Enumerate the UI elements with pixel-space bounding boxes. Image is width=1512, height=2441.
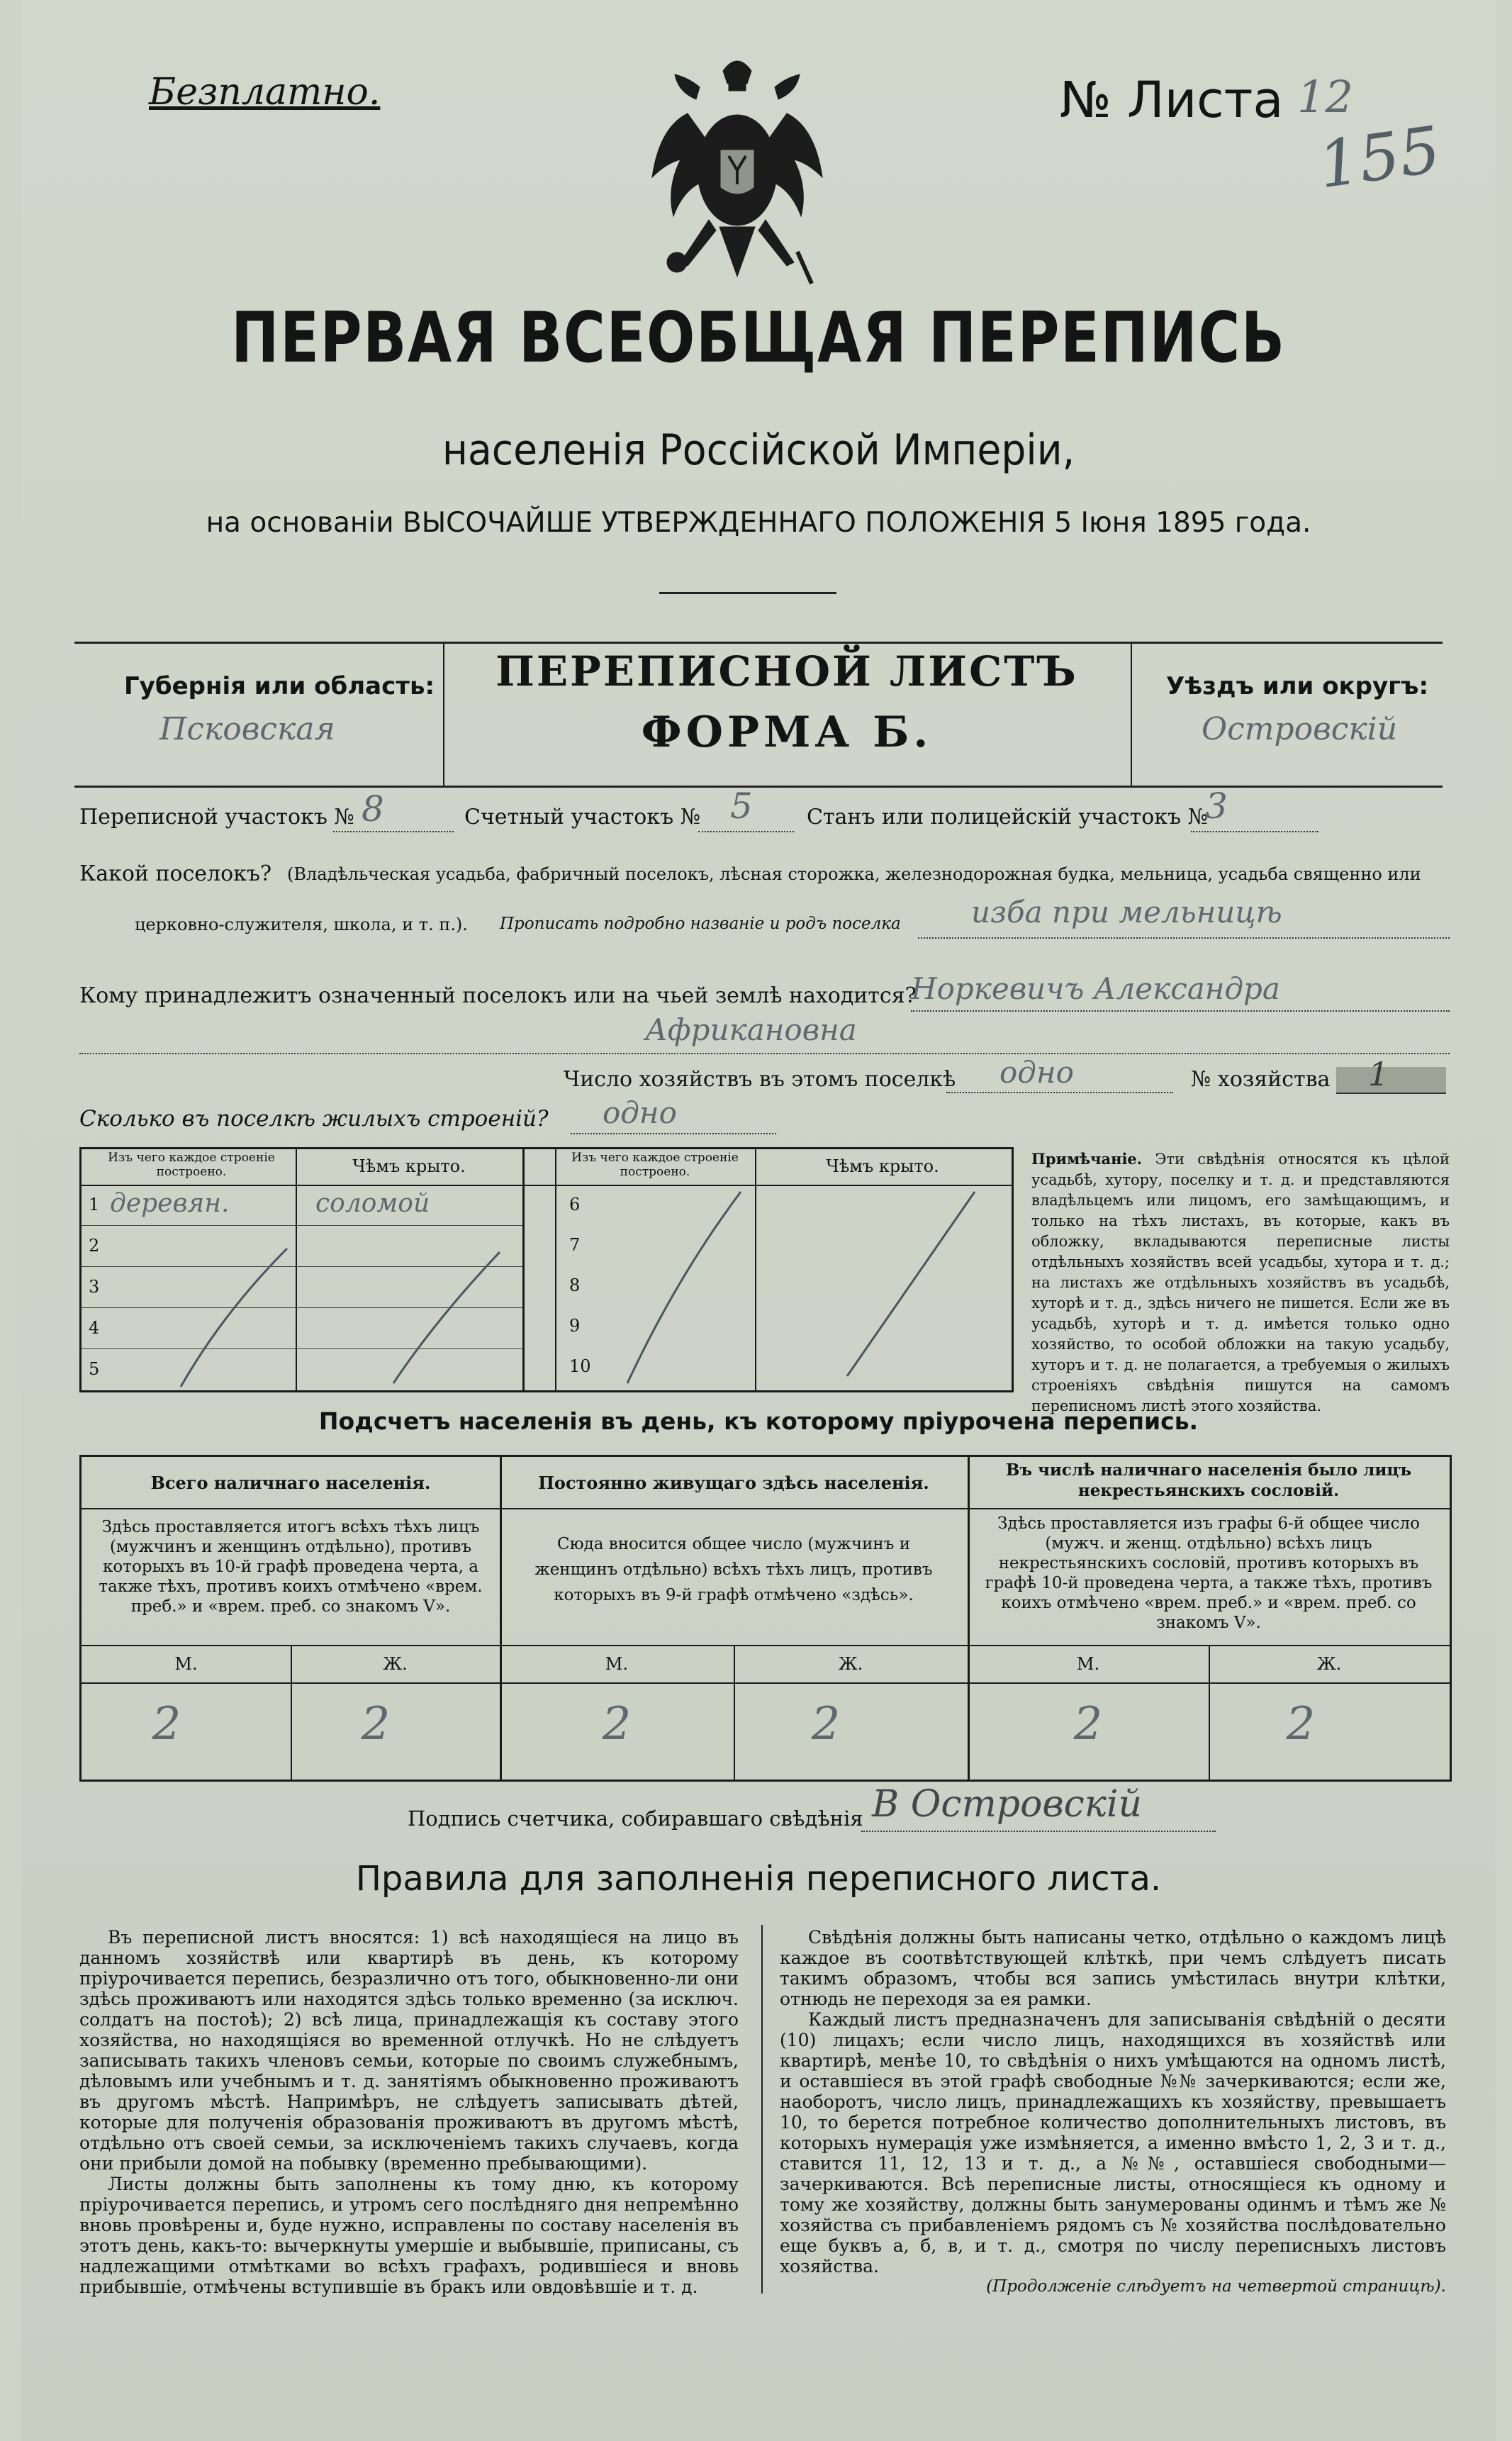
table-row: 9 [569,1316,581,1336]
owner-value-2: Африкановна [645,1012,857,1047]
rules-column-divider [761,1925,763,2294]
household-number-label: № хозяйства [1191,1067,1331,1092]
col1-text: Здѣсь проставляется итогъ всѣхъ тѣхъ лицъ (мужчинъ и женщинъ отдѣльно), противъ которыхъ въ 10-й графѣ проведена черта, а также тѣхъ, противъ коихъ отмѣчено «врем. преб.» и «врем. преб. со знакомъ V». [99,1518,483,1616]
table-row: 6 [569,1195,581,1214]
signature-label: Подпись счетчика, собиравшаго свѣдѣнія [408,1806,863,1831]
counting-district-value: 5 [730,786,753,827]
col3-title: Въ числѣ наличнаго населенія было лицъ некрестьянскихъ сословій. [1005,1460,1412,1500]
archive-stamp-number: 155 [1314,112,1445,203]
sheet-number-label: № Листа [1060,71,1284,129]
m-label-3: М. [1076,1654,1100,1674]
strike-lines [82,1149,1012,1390]
paper-sheet [21,0,1496,2441]
m-label-2: М. [605,1654,629,1674]
value-present-f: 2 [361,1698,391,1750]
settlement-hint-3: Прописать подробно названіе и родъ поселка [500,915,901,933]
rules-title: Правила для заполненія переписного листа. [355,1859,1162,1899]
col-material-left: Изъ чего каждое строеніе построено. [108,1151,275,1179]
main-title: ПЕРВАЯ ВСЕОБЩАЯ ПЕРЕПИСЬ [231,298,1286,379]
form-header-frame [74,642,1443,788]
buildings-value: одно [603,1095,677,1130]
value-nonpeasant-m: 2 [1073,1698,1103,1750]
census-district-value: 8 [362,788,384,830]
col-material-right: Изъ чего каждое строеніе построено. [571,1151,739,1179]
settlement-hint-2: церковно-служителя, школа, и т. п.). [135,915,468,934]
households-label: Число хозяйствъ въ этомъ поселкѣ [564,1067,956,1092]
rules-right-p2: Каждый листъ предназначенъ для записыванія свѣдѣній о десяти (10) лицахъ; если число лицъ, находящихся въ хозяйствѣ или квартирѣ, менѣе 10, то свѣдѣнія о нихъ умѣщаются на одномъ листѣ, и оставшіеся въ этой графѣ свободные №№ зачеркиваются; если же, наоборотъ, число лицъ, принадлежащихъ къ хозяйству, превышаетъ 10, то берется потребное количество дополнительныхъ листовъ, въ которыхъ нумерація уже измѣняется, а именно вмѣсто 1, 2, 3 и т. д., ставится 11, 12, 13 и т. д., а №№, оставшіеся свободными—зачеркиваются. Всѣ переписные листы, относящіеся къ одному и тому же хозяйству, должны быть занумерованы одинмъ и тѣмъ же № хозяйства съ прибавленіемъ рядомъ съ № хозяйства послѣдовательно еще буквъ а, б, в, и т. д., смотря по числу переписныхъ листовъ хозяйства. [780,2009,1446,2277]
census-district-row [79,805,354,830]
sheet-title: ПЕРЕПИСНОЙ ЛИСТЪ [495,647,1078,696]
f-label-3: Ж. [1316,1654,1342,1674]
table-row: 3 [82,1267,522,1308]
signature-value: В Островскій [872,1783,1142,1826]
rules-continued: (Продолженіе слѣдуетъ на четвертой страницѣ). [986,2277,1446,2296]
table-row: 10 [569,1356,591,1376]
rules-right-p1: Свѣдѣнія должны быть написаны четко, отдѣльно о каждомъ лицѣ каждое въ соотвѣтствующей клѣткѣ, при чемъ слѣдуетъ писать такимъ образомъ, чтобы вся запись умѣстилась внутри клѣтки, отнюдь не переходя за ея рамки. [780,1927,1446,2009]
subtitle: населенія Россійской Имперіи, [442,425,1075,475]
f-label-2: Ж. [838,1654,863,1674]
col-roof-left: Чѣмъ крыто. [352,1156,466,1176]
province-value: Псковская [159,711,335,747]
form-name: ФОРМА Б. [641,708,933,757]
note-text: Эти свѣдѣнія относятся къ цѣлой усадьбѣ, хутору, поселку и т. д. и представляются владѣльцемъ или лицомъ, его замѣщающимъ, и только на тѣхъ листахъ, въ которые, какъ въ обложку, вкладываются переписные листы отдѣльныхъ хозяйствъ всей усадьбы, хутора и т. д.; на листахъ же отдѣльныхъ хозяйствъ въ усадьбѣ, хуторѣ и т. д., здѣсь ничего не пишется. Если же въ усадьбѣ, хуторѣ и т. д. имѣется только одно хозяйство, то особой обложки на такую усадьбу, хуторъ и т. д. не полагается, а требуемыя о жилыхъ строеніяхъ свѣдѣнія пишутся на самомъ переписномъ листѣ этого хозяйства. [1031,1151,1450,1414]
table-row: 2 [82,1226,522,1267]
sheet-number-value: 12 [1297,71,1353,123]
table-row: 1 деревян. соломой [82,1185,522,1226]
household-number-value: 1 [1368,1055,1389,1093]
households-value: одно [999,1055,1074,1090]
value-permanent-f: 2 [811,1698,841,1750]
census-district-label: Переписной участокъ № [79,805,354,830]
col2-text: Сюда вносится общее число (мужчинъ и женщинъ отдѣльно) всѣхъ тѣхъ лицъ, противъ которыхъ въ 9-й графѣ отмѣчено «здѣсь». [534,1535,933,1604]
settlement-hint-1: (Владѣльческая усадьба, фабричный поселокъ, лѣсная сторожка, железнодорожная будка, мельница, усадьба священно или [287,864,1421,884]
col-roof-right: Чѣмъ крыто. [826,1156,939,1176]
population-heading: Подсчетъ населенія въ день, къ которому пріурочена перепись. [318,1407,1199,1435]
owner-value-1: Норкевичъ Александра [911,971,1280,1006]
table-row: 5 [89,1359,100,1379]
settlement-value: изба при мельницѣ [971,895,1282,929]
household-number-box [1336,1067,1446,1094]
f-label-1: Ж. [383,1654,408,1674]
population-table [79,1455,1452,1782]
m-label-1: М. [174,1654,198,1674]
title-divider [659,592,836,594]
settlement-label: Какой поселокъ? [79,861,272,886]
rules-left-p1: Въ переписной листъ вносятся: 1) всѣ находящіеся на лицо въ данномъ хозяйствѣ или квартирѣ въ день, къ которому пріурочивается перепись, безразлично отъ того, обыкновенно-ли они здѣсь проживаютъ или находятся здѣсь только временно (за исключ. солдатъ на постоѣ); 2) всѣ лица, принадлежащія къ составу этого хозяйства, но находящіяся во временной отлучкѣ. Но не слѣдуетъ записывать такихъ членовъ семьи, которые по своимъ служебнымъ, дѣловымъ или учебнымъ и т. д. занятіямъ обыкновенно проживаютъ въ другомъ мѣстѣ. Напримѣръ, не слѣдуетъ записывать дѣтей, которые для полученія образованія проживаютъ въ другомъ мѣстѣ, отдѣльно отъ своей семьи, за исключеніемъ такихъ случаевъ, когда они прибыли домой на побывку (временно пребывающими). [79,1927,739,2174]
owner-label: Кому принадлежитъ означенный поселокъ или на чьей землѣ находится? [79,983,917,1008]
table-row: 4 [82,1308,522,1349]
police-district-label: Станъ или полицейскій участокъ № [807,805,1209,830]
legal-basis-line: на основаніи ВЫСОЧАЙШЕ УТВЕРЖДЕННАГО ПОЛОЖЕНІЯ 5 Іюня 1895 года. [206,507,1311,539]
row1-material: деревян. [110,1189,230,1218]
col1-title: Всего наличнаго населенія. [150,1473,431,1493]
value-present-m: 2 [152,1698,181,1750]
double-headed-eagle-emblem [645,50,829,291]
police-district-value: 3 [1205,786,1228,827]
table-row: 8 [569,1275,581,1295]
rules-left-column [79,1927,739,2297]
note-block [1031,1149,1450,1417]
value-permanent-m: 2 [602,1698,632,1750]
buildings-label: Сколько въ поселкѣ жилыхъ строеній? [79,1106,549,1132]
rules-right-column [780,1927,1446,2297]
note-title: Примѣчаніе. [1031,1150,1143,1168]
value-nonpeasant-f: 2 [1286,1698,1316,1750]
table-row: 7 [569,1235,581,1255]
counting-district-label: Счетный участокъ № [464,805,701,830]
district-label: Уѣздъ или округъ: [1166,672,1429,700]
col3-text: Здѣсь проставляется изъ графы 6-й общее число (мужч. и женщ. отдѣльно) всѣхъ лицъ некрестьянскихъ сословій, противъ которыхъ въ графѣ 10-й проведена черта, а также тѣхъ, противъ коихъ отмѣчено «врем. преб.» и «врем. преб. со знакомъ V». [985,1514,1433,1632]
district-value: Островскій [1202,711,1398,747]
rules-left-p2: Листы должны быть заполнены къ тому дню, къ которому пріурочивается перепись, и утромъ сего послѣдняго дня непремѣнно вновь провѣрены и, буде нужно, исправлены по составу населенія въ этотъ день, какъ-то: вычеркнуты умершіе и выбывшіе, приписаны, съ надлежащими отмѣтками во всѣхъ графахъ, родившіеся и вновь прибывшіе, отмѣчены вступившіе въ бракъ или овдовѣвшіе и т. д. [79,2174,739,2297]
buildings-table [79,1147,1014,1392]
province-label: Губернія или область: [124,672,435,700]
free-label: Безплатно. [149,71,381,113]
col2-title: Постоянно живущаго здѣсь населенія. [538,1473,929,1493]
row1-roof: соломой [315,1189,430,1218]
